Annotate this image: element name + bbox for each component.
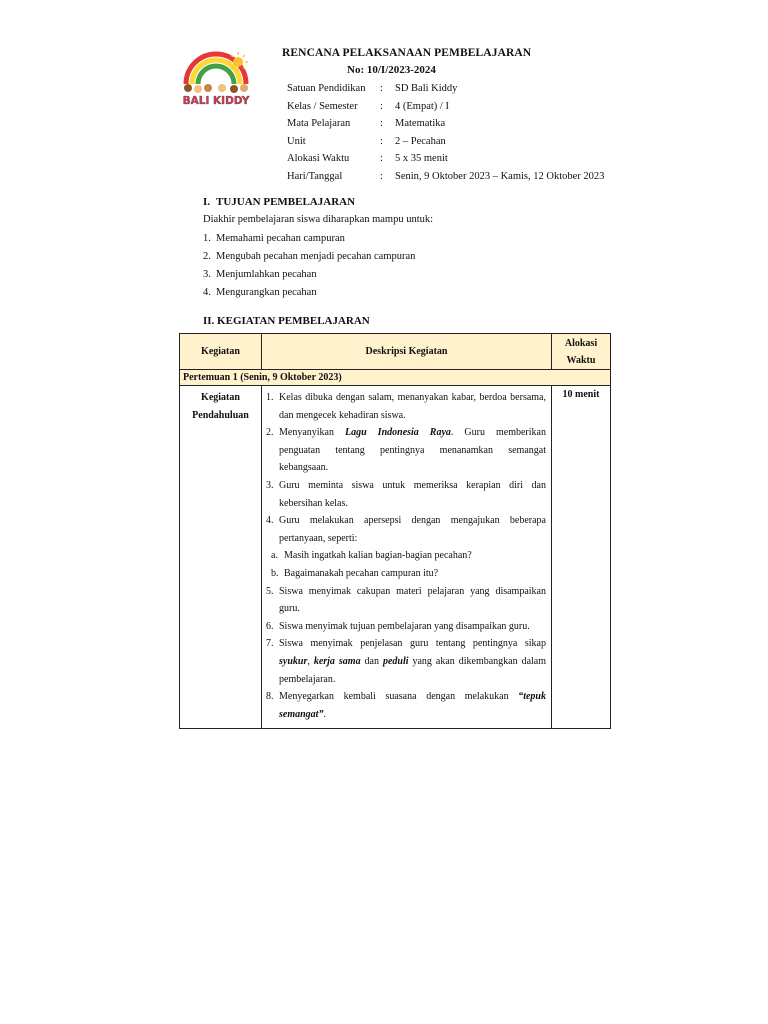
logo-wordmark: BALI KIDDY	[182, 95, 250, 107]
section-heading-tujuan	[203, 196, 355, 208]
activity-name-line1: Kegiatan	[201, 392, 240, 403]
field-separator: :	[380, 118, 383, 130]
header-alokasi-line2: Waktu	[566, 354, 596, 366]
meeting-row	[180, 370, 611, 386]
list-item: 1. Memahami pecahan campuran	[203, 233, 345, 244]
substep-letter: a.	[271, 550, 278, 562]
field-label: Hari/Tanggal	[287, 170, 343, 182]
objectives-list	[203, 233, 415, 305]
activity-step	[266, 583, 546, 618]
substep-letter: b.	[271, 567, 279, 579]
substep-text: Masih ingatkah kalian bagian-bagian pecahan?	[284, 550, 472, 562]
list-item: 3. Menjumlahkan pecahan	[203, 269, 317, 280]
field-separator: :	[380, 153, 383, 165]
field-value: SD Bali Kiddy	[395, 83, 458, 94]
field-value: Senin, 9 Oktober 2023 – Kamis, 12 Oktober 2023	[395, 170, 605, 182]
field-label: Mata Pelajaran	[287, 118, 351, 130]
kids-faces-icon	[184, 84, 248, 93]
activity-step	[266, 635, 546, 688]
field-separator: :	[380, 135, 383, 147]
section-title: TUJUAN PEMBELAJARAN	[216, 196, 356, 208]
header-alokasi-line1: Alokasi	[564, 337, 598, 349]
field-separator: :	[380, 100, 383, 112]
document-title: RENCANA PELAKSANAAN PEMBELAJARAN	[282, 47, 532, 59]
step-number: 2.	[266, 427, 274, 439]
list-item: 4. Mengurangkan pecahan	[203, 287, 317, 298]
activity-step	[266, 618, 546, 636]
list-item-text: Mengubah pecahan menjadi pecahan campuran	[216, 251, 416, 262]
sun-icon	[228, 52, 248, 72]
field-separator: :	[380, 170, 383, 182]
activity-name-cell	[180, 386, 262, 729]
list-item: 2. Mengubah pecahan menjadi pecahan campuran	[203, 251, 416, 262]
rainbow-green-arc	[198, 66, 234, 84]
step-text: Siswa menyimak tujuan pembelajaran yang disampaikan guru.	[279, 620, 530, 632]
field-label: Alokasi Waktu	[287, 153, 350, 165]
substep-text: Bagaimanakah pecahan campuran itu?	[284, 567, 439, 579]
field-value: 4 (Empat) / I	[395, 100, 449, 112]
section-number: I.	[203, 196, 211, 208]
step-number: 3.	[266, 479, 274, 491]
emphasis-text: peduli	[382, 655, 409, 667]
step-number: 8.	[266, 691, 274, 703]
document-number: No: 10/I/2023-2024	[347, 64, 436, 76]
step-text: Kelas dibuka dengan salam, menanyakan kabar, berdoa bersama, dan mengecek kehadiran siswa.	[279, 392, 546, 421]
step-number: 4.	[266, 515, 274, 527]
list-item-text: Menjumlahkan pecahan	[216, 269, 317, 280]
emphasis-text: syukur	[279, 655, 308, 667]
list-item-text: Mengurangkan pecahan	[216, 287, 317, 298]
activity-step	[266, 477, 546, 512]
activity-step	[266, 512, 546, 547]
activities-table	[179, 333, 611, 729]
activity-name-line2: Pendahuluan	[192, 410, 249, 421]
step-number: 1.	[266, 392, 274, 403]
activity-substep	[266, 565, 546, 583]
activity-time-cell: 10 menit	[552, 386, 611, 729]
step-number: 5.	[266, 585, 274, 597]
table-header-row	[180, 334, 611, 370]
emphasis-text: Lagu Indonesia Raya	[345, 427, 451, 439]
step-text: Siswa menyimak cakupan materi pelajaran yang disampaikan guru.	[279, 585, 546, 615]
step-number: 6.	[266, 620, 274, 632]
list-item-text: Memahami pecahan campuran	[216, 233, 345, 244]
activity-step	[266, 688, 546, 723]
activity-substep	[266, 547, 546, 565]
header-alokasi-waktu	[552, 334, 611, 370]
field-label: Unit	[287, 135, 306, 147]
meeting-label: Pertemuan 1 (Senin, 9 Oktober 2023)	[180, 370, 611, 386]
field-label: Satuan Pendidikan	[287, 83, 366, 94]
field-value: 5 x 35 menit	[395, 153, 448, 165]
header-deskripsi: Deskripsi Kegiatan	[262, 334, 552, 370]
objectives-intro: Diakhir pembelajaran siswa diharapkan mampu untuk:	[203, 214, 434, 225]
field-value: 2 – Pecahan	[395, 135, 446, 147]
step-text: Menyegarkan kembali suasana dengan melakukan “tepuk semangat”.	[279, 691, 546, 720]
step-text: Siswa menyimak penjelasan guru tentang pentingnya sikap syukur, kerja sama dan peduli yang akan dikembangkan dalam pembelajaran.	[279, 638, 546, 685]
bali-kiddy-logo	[178, 48, 254, 108]
table-row	[180, 386, 611, 729]
header-kegiatan: Kegiatan	[180, 334, 262, 370]
activity-description-cell	[262, 386, 552, 729]
emphasis-text: “tepuk semangat”	[279, 691, 546, 720]
step-text: Guru meminta siswa untuk memeriksa kerapian diri dan kebersihan kelas.	[279, 479, 546, 509]
activity-step	[266, 389, 546, 424]
field-label: Kelas / Semester	[287, 100, 358, 112]
emphasis-text: kerja sama	[313, 655, 361, 667]
activity-step	[266, 424, 546, 477]
section-heading-kegiatan: II. KEGIATAN PEMBELAJARAN	[203, 315, 370, 327]
field-value: Matematika	[395, 118, 446, 130]
step-text: Menyanyikan Lagu Indonesia Raya. Guru memberikan penguatan tentang pentingnya menanamkan semangat kebangsaan.	[279, 427, 546, 474]
field-separator: :	[380, 83, 383, 94]
step-number: 7.	[266, 638, 274, 650]
step-text: Guru melakukan apersepsi dengan mengajukan beberapa pertanyaan, seperti:	[279, 515, 546, 544]
